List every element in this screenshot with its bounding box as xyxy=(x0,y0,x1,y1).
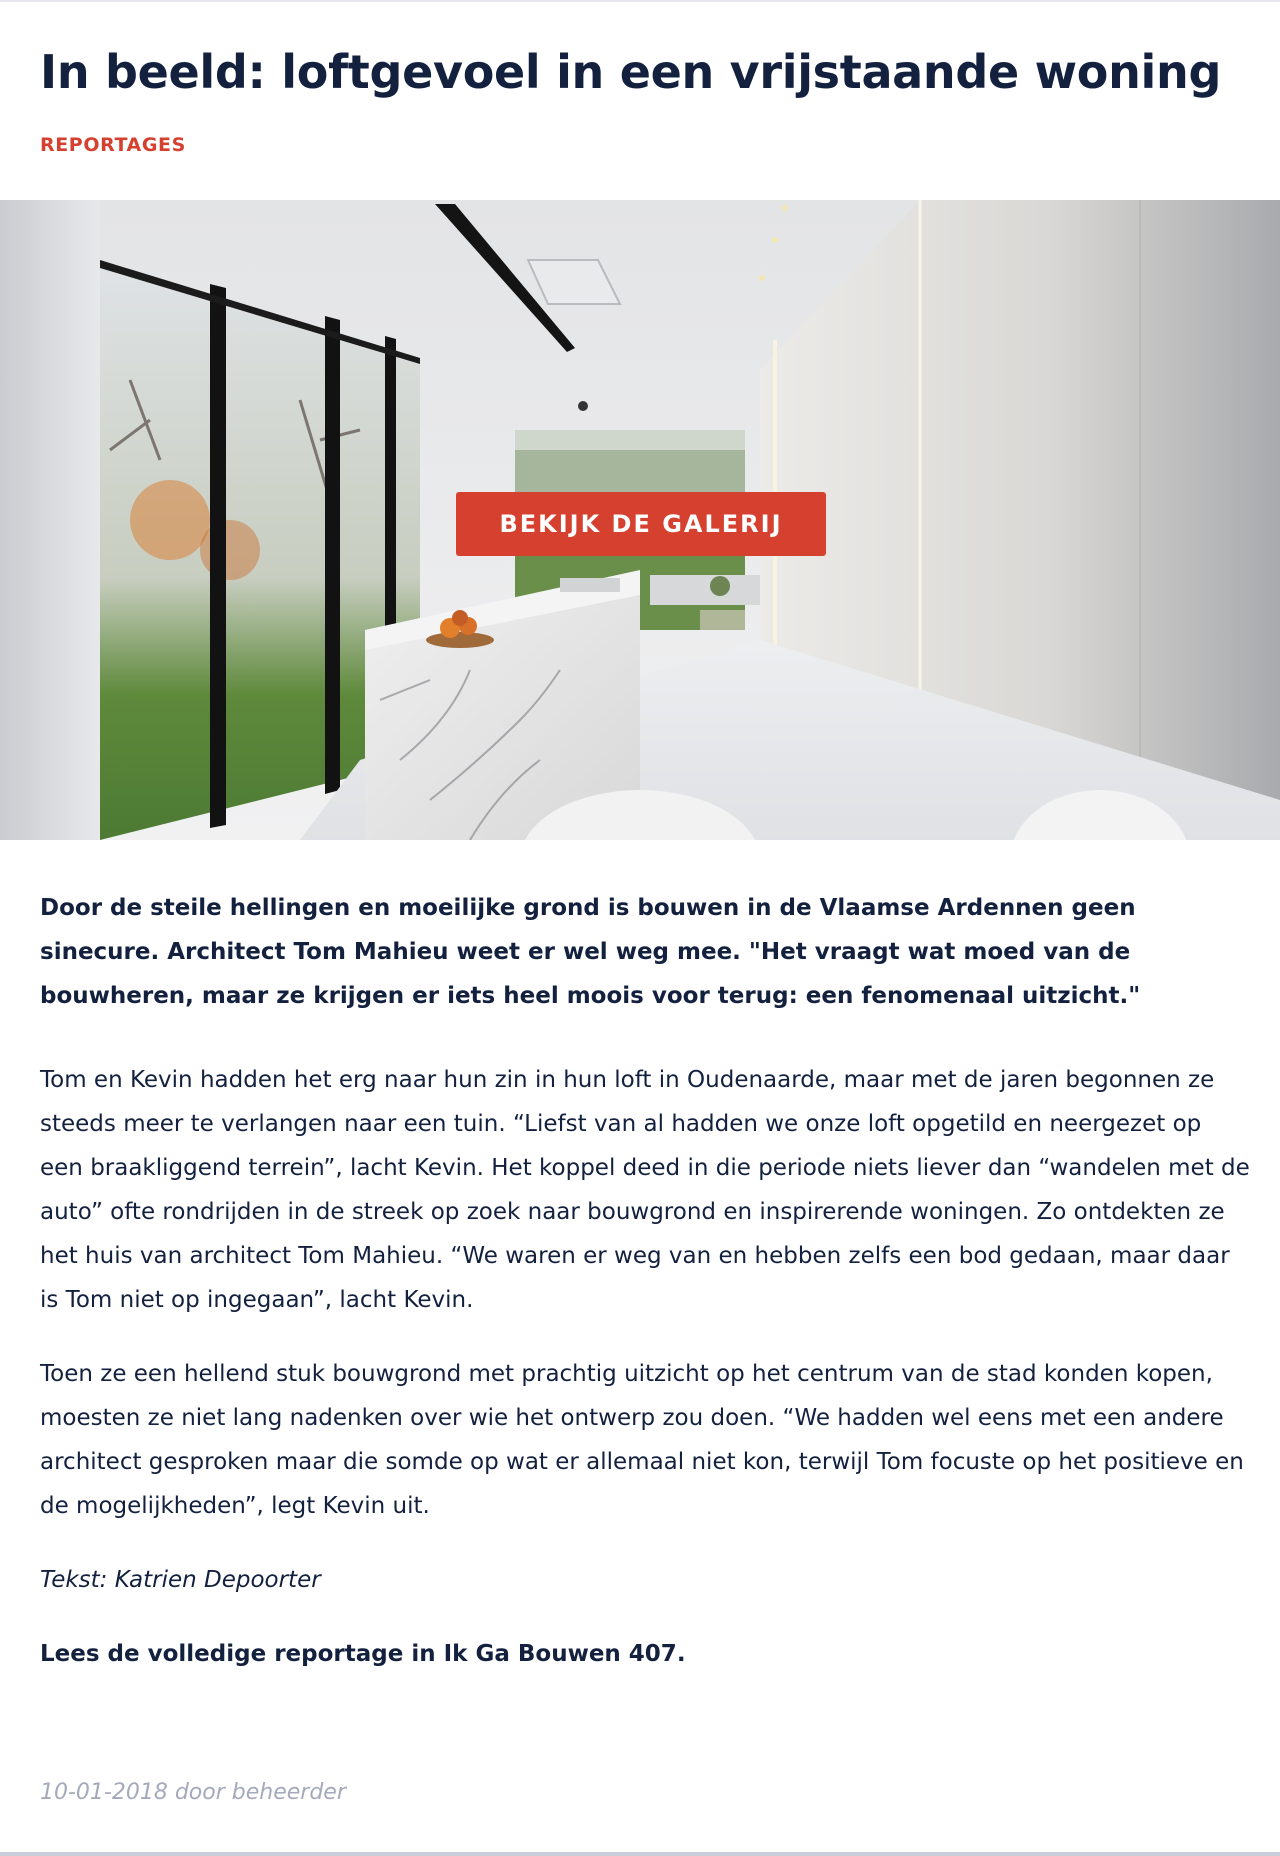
hero-image[interactable] xyxy=(0,200,1280,840)
article-lead: Door de steile hellingen en moeilijke grond is bouwen in de Vlaamse Ardennen geen sinecure. Architect Tom Mahieu weet er wel weg mee. "Het vraagt wat moed van de bouwheren, maar ze krijgen er iets heel moois voor terug: een fenomenaal uitzicht." xyxy=(40,895,1141,1009)
read-more-note: Lees de volledige reportage in Ik Ga Bouwen 407. xyxy=(40,1641,686,1667)
bottom-divider xyxy=(0,1852,1280,1856)
article-body xyxy=(40,886,1250,1676)
article-paragraph-2: Toen ze een hellend stuk bouwgrond met prachtig uitzicht op het centrum van de stad konden kopen, moesten ze niet lang nadenken over wie het ontwerp zou doen. “We hadden wel eens met een andere architect gesproken maar die somde op wat er allemaal niet kon, terwijl Tom focuste op het positieve en de mogelijkheden”, legt Kevin uit. xyxy=(40,1361,1244,1519)
article-paragraph-1: Tom en Kevin hadden het erg naar hun zin in hun loft in Oudenaarde, maar met de jaren begonnen ze steeds meer te verlangen naar een tuin. “Liefst van al hadden we onze loft opgetild en neergezet op een braakliggend terrein”, lacht Kevin. Het koppel deed in die periode niets liever dan “wandelen met de auto” ofte rondrijden in de streek op zoek naar bouwgrond en inspirerende woningen. Zo ontdekten ze het huis van architect Tom Mahieu. “We waren er weg van en hebben zelfs een bod gedaan, maar daar is Tom niet op ingegaan”, lacht Kevin. xyxy=(40,1067,1250,1313)
view-gallery-button[interactable]: BEKIJK DE GALERIJ xyxy=(456,492,826,556)
article-header xyxy=(40,44,1240,156)
category-link[interactable]: REPORTAGES xyxy=(40,134,186,156)
top-divider xyxy=(0,0,1280,2)
post-meta: 10-01-2018 door beheerder xyxy=(40,1780,346,1805)
article-title: In beeld: loftgevoel in een vrijstaande woning xyxy=(40,45,1222,99)
author-credit: Tekst: Katrien Depoorter xyxy=(40,1567,321,1593)
